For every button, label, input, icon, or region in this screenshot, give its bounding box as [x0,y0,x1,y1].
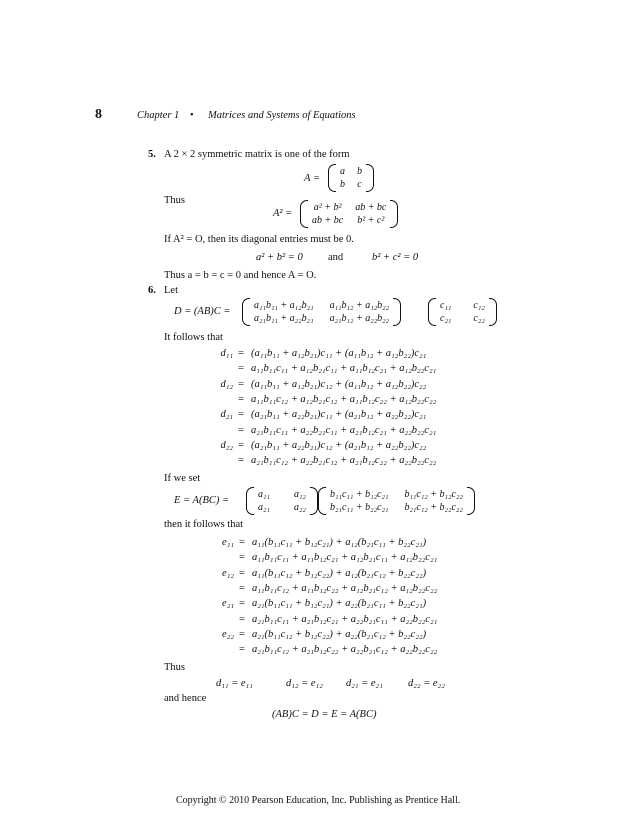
d-equation-lhs: d₁₁ [220,348,233,359]
matrix-entry: b [340,179,345,190]
matrix-entry: ab + bc [355,202,387,213]
e-equation-rhs: a₂₁(b₁₁c₁₁ + b₁₂c₂₁) + a₂₂(b₂₁c₁₁ + b₂₂c₂₁) [252,598,427,610]
and-hence-text: and hence [164,693,207,704]
matrix-entry: a₁₁ [258,489,270,500]
equals-sign: = [238,455,244,467]
matrix-c [428,298,497,326]
final-equation: (AB)C = D = E = A(BC) [272,709,377,720]
e-equation-rhs: a₂₁(b₁₁c₁₂ + b₁₂c₂₂) + a₂₂(b₂₁c₁₂ + b₂₂c₂₂) [252,628,427,640]
matrix-entry: b₁₁c₁₂ + b₁₂c₂₂ [404,489,463,500]
matrix-e-lhs: E = A(BC) = [174,495,230,506]
e-equation-lhs: e₂₁ [222,598,234,610]
e-equation-rhs: a₁₁b₁₁c₁₂ + a₁₁b₁₂c₂₂ + a₁₂b₂₁c₁₂ + a₁₂b₂₂c₂₂ [252,582,438,594]
copyright-footer: Copyright © 2010 Pearson Education, Inc. Publishing as Prentice Hall. [176,795,461,806]
matrix-entry: a₁₁b₁₂ + a₁₂b₂₂ [329,300,390,311]
e-equation-rhs: a₁₁(b₁₁c₁₂ + b₁₂c₂₂) + a₁₂(b₂₁c₁₂ + b₂₂c₂₂) [252,567,427,579]
matrix-ab [242,298,401,326]
chapter-label: Chapter 1 [137,110,180,121]
matrix-entry: c [357,179,362,190]
equals-sign: = [239,628,245,640]
matrix-entry: b [357,166,362,177]
matrix-entry: c₁₂ [473,300,485,311]
problem-5-intro: A 2 × 2 symmetric matrix is one of the form [164,149,350,160]
matrix-entry: a² + b² [313,202,342,213]
matrix-entry: c₂₂ [473,313,485,324]
e-equation-lhs: e₁₁ [222,537,234,548]
then-follows-text: then it follows that [164,519,244,530]
matrix-entry: ab + bc [312,215,344,226]
d-equation-rhs: (a₁₁b₁₁ + a₁₂b₂₁)c₁₁ + (a₁₁b₁₂ + a₁₂b₂₂)c₂₁ [251,348,427,359]
matrix-entry: a₂₁b₁₂ + a₂₂b₂₂ [329,313,390,324]
matrix-entry: c₂₁ [440,313,452,324]
matrix-entry: a₁₂ [293,489,306,500]
d-equation-rhs: a₂₁b₁₁c₁₂ + a₂₂b₂₁c₁₂ + a₂₁b₁₂c₂₂ + a₂₂b₂₂c₂₂ [251,455,437,467]
matrix-entry: b² + c² [357,215,385,226]
matrix-d-lhs: D = (AB)C = [174,306,231,317]
problem-5-conclusion: Thus a = b = c = 0 and hence A = O. [164,270,317,281]
equals-sign: = [238,439,244,451]
d-equation-rhs: (a₂₁b₁₁ + a₂₂b₂₁)c₁₁ + (a₂₁b₁₂ + a₂₂b₂₂)c₂₁ [251,409,427,421]
if-we-set-text: If we set [164,473,201,484]
matrix-entry: b₂₁c₁₂ + b₂₂c₂₂ [404,502,463,513]
equals-sign: = [239,598,245,610]
e-equation-rhs: a₁₁b₁₁c₁₁ + a₁₁b₁₂c₂₁ + a₁₂b₂₁c₁₁ + a₁₂b₂₂c₂₁ [252,552,438,564]
problem-6-number: 6. [148,285,156,296]
symmetric-matrix-a [328,164,374,192]
e-equation-rhs: a₂₁b₁₁c₁₂ + a₂₁b₁₂c₂₂ + a₂₂b₂₁c₁₂ + a₂₂b₂₂c₂₂ [252,644,438,656]
equals-sign: = [239,613,245,625]
matrix-entry: a₁₁b₁₁ + a₁₂b₂₁ [254,300,314,311]
equals-sign: = [238,378,244,390]
it-follows-text: It follows that [164,332,223,343]
matrix-a-lhs: A = [304,173,320,184]
d-equation-rhs: (a₂₁b₁₁ + a₂₂b₂₁)c₁₂ + (a₂₁b₁₂ + a₂₂b₂₂)c₂₂ [251,439,427,451]
matrix-entry: c₁₁ [440,300,452,311]
d-equation-lhs: d₂₁ [220,409,233,421]
d-equation-lhs: d₁₂ [220,378,233,390]
equation-2: b² + c² = 0 [372,252,419,263]
equals-sign: = [238,348,244,359]
thus-text-2: Thus [164,662,185,673]
matrix-a-squared [300,200,398,228]
equals-sign: = [239,567,245,579]
d-equation-rhs: a₁₁b₁₁c₁₂ + a₁₂b₂₁c₁₂ + a₁₁b₁₂c₂₂ + a₁₂b₂₂c₂₂ [251,393,437,405]
matrix-entry: a [340,166,345,177]
equals-sign: = [238,424,244,436]
matrix-entry: b₁₁c₁₁ + b₁₂c₂₁ [330,489,389,500]
e-equation-lhs: e₂₂ [222,628,234,640]
equality-2: d₁₂ = e₁₂ [286,678,323,689]
d-equation-lhs: d₂₂ [220,439,233,451]
equality-1: d₁₁ = e₁₁ [216,678,253,689]
thus-text: Thus [164,195,185,206]
e-equation-rhs: a₁₁(b₁₁c₁₁ + b₁₂c₂₁) + a₁₂(b₂₁c₁₁ + b₂₂c₂₁) [252,537,427,548]
equals-sign: = [239,537,245,548]
equals-sign: = [238,363,244,375]
equality-3: d₂₁ = e₂₁ [346,678,383,689]
d-equation-rhs: a₂₁b₁₁c₁₁ + a₂₂b₂₁c₁₁ + a₂₁b₁₂c₂₁ + a₂₂b₂₂c₂₁ [251,424,437,436]
equals-sign: = [238,409,244,421]
matrix-entry: b₂₁c₁₁ + b₂₂c₂₁ [330,502,389,513]
matrix-entry: a₂₁b₁₁ + a₂₂b₂₁ [254,313,314,324]
equals-sign: = [239,552,245,564]
equals-sign: = [238,393,244,405]
matrix-a2-lhs: A² = [273,208,293,219]
d-equation-rhs: (a₁₁b₁₁ + a₁₂b₂₁)c₁₂ + (a₁₁b₁₂ + a₁₂b₂₂)c₂₂ [251,378,427,390]
matrix-bc [318,487,475,515]
problem-5-number: 5. [148,149,156,160]
e-equation-lhs: e₁₂ [222,567,234,579]
let-text: Let [164,285,178,296]
chapter-title: Matrices and Systems of Equations [208,110,356,121]
equals-sign: = [239,644,245,656]
equality-4: d₂₂ = e₂₂ [408,678,445,689]
matrix-a-general [246,487,318,515]
equation-1: a² + b² = 0 [256,252,303,263]
e-equation-rhs: a₂₁b₁₁c₁₁ + a₂₁b₁₂c₂₁ + a₂₂b₂₁c₁₁ + a₂₂b₂₂c₂₁ [252,613,438,625]
and-text: and [328,252,344,263]
equals-sign: = [239,582,245,594]
matrix-entry: a₂₁ [258,502,270,513]
page-number: 8 [95,107,102,122]
if-statement: If A² = O, then its diagonal entries must be 0. [164,234,354,245]
header-bullet: • [190,110,194,121]
d-equation-rhs: a₁₁b₁₁c₁₁ + a₁₂b₂₁c₁₁ + a₁₁b₁₂c₂₁ + a₁₂b₂₂c₂₁ [251,363,437,375]
matrix-entry: a₂₂ [293,502,306,513]
